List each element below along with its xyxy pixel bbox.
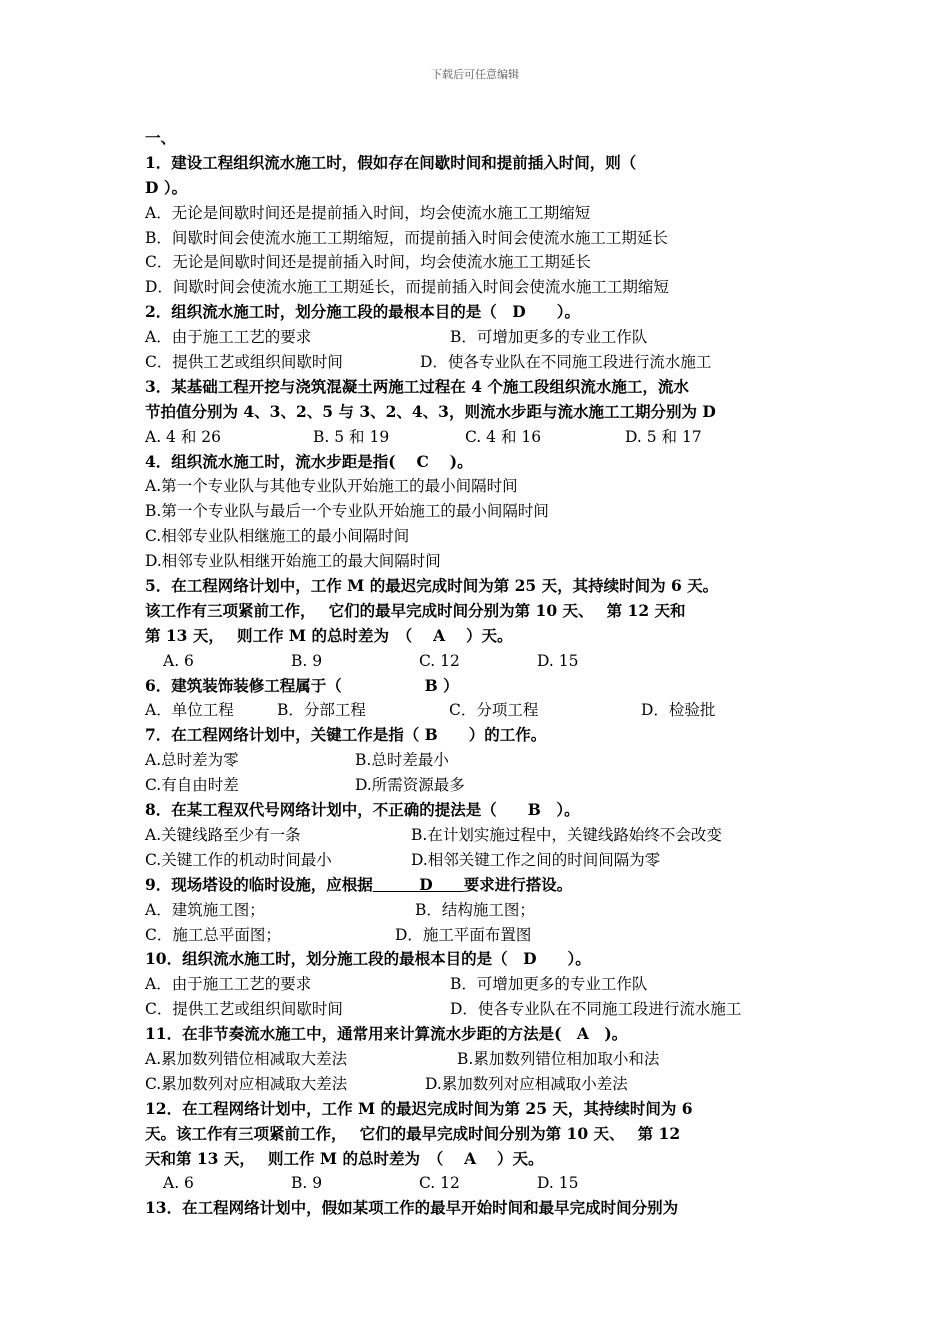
option: A.累加数列错位相减取大差法 xyxy=(145,1049,348,1068)
option: D.累加数列对应相减取小差法 xyxy=(425,1074,628,1093)
option: A.关键线路至少有一条 xyxy=(145,825,301,844)
page-header: 下载后可任意编辑 xyxy=(431,68,519,81)
answer-blank: D xyxy=(372,874,464,894)
option: B．结构施工图； xyxy=(415,900,535,919)
option: A．建筑施工图； xyxy=(145,900,265,919)
option: C．提供工艺或组织间歇时间 xyxy=(145,353,343,372)
option: D.相邻关键工作之间的时间间隔为零 xyxy=(411,850,661,869)
option: A．由于施工工艺的要求 xyxy=(145,328,312,347)
option: C.相邻专业队相继施工的最小间隔时间 xyxy=(145,527,410,546)
question-stem: 7．在工程网络计划中，关键工作是指（ B ）的工作。 xyxy=(145,725,547,745)
option: D．施工平面布置图 xyxy=(395,925,532,944)
question-stem-part: 要求进行搭设。 xyxy=(463,874,573,894)
option: B. 9 xyxy=(291,1174,323,1193)
document-body xyxy=(145,126,825,1221)
option: C. 4 和 16 xyxy=(465,427,542,446)
option: D. 15 xyxy=(537,1174,579,1193)
option-row xyxy=(145,997,825,1022)
section-title: 一、 xyxy=(145,128,177,147)
option-row xyxy=(145,823,825,848)
option: B. 9 xyxy=(291,651,323,670)
option: D.所需资源最多 xyxy=(355,776,465,795)
option-row xyxy=(145,848,825,873)
option: D．检验批 xyxy=(641,701,716,720)
question-stem: 天和第 13 天， 则工作 M 的总时差为 （ A ）天。 xyxy=(145,1148,544,1168)
option: D．使各专业队在不同施工段进行流水施工 xyxy=(420,353,712,372)
question-stem: 10．组织流水施工时，划分施工段的最根本目的是（ D ）。 xyxy=(145,949,591,969)
question-stem: 5．在工程网络计划中，工作 M 的最迟完成时间为第 25 天，其持续时间为 6 天。 xyxy=(145,576,719,596)
question-stem: 13．在工程网络计划中，假如某项工作的最早开始时间和最早完成时间分别为 xyxy=(145,1198,679,1218)
option: B．间歇时间会使流水施工工期缩短，而提前插入时间会使流水施工工期延长 xyxy=(145,228,668,247)
option: B.累加数列错位相加取小和法 xyxy=(457,1049,660,1068)
option: C．提供工艺或组织间歇时间 xyxy=(145,1000,343,1019)
question-stem: 11．在非节奏流水施工中，通常用来计算流水步距的方法是( A )。 xyxy=(145,1024,628,1044)
question-stem: 该工作有三项紧前工作， 它们的最早完成时间分别为第 10 天、 第 12 天和 xyxy=(145,600,686,620)
option-row xyxy=(145,425,825,450)
option: B.在计划实施过程中，关键线路始终不会改变 xyxy=(411,825,722,844)
option-row xyxy=(145,325,825,350)
option-row xyxy=(145,773,825,798)
question-stem xyxy=(145,873,825,898)
option-row xyxy=(145,923,825,948)
option: B. 5 和 19 xyxy=(313,427,390,446)
option: A. 6 xyxy=(163,1174,194,1193)
option: A.第一个专业队与其他专业队开始施工的最小间隔时间 xyxy=(145,477,518,496)
option: A．单位工程 xyxy=(145,701,234,720)
option: D.相邻专业队相继开始施工的最大间隔时间 xyxy=(145,552,441,571)
option: D. 5 和 17 xyxy=(625,427,702,446)
question-stem: D ）。 xyxy=(145,177,188,197)
question-stem: 2．组织流水施工时，划分施工段的最根本目的是（ D ）。 xyxy=(145,302,580,322)
option: B．可增加更多的专业工作队 xyxy=(450,328,648,347)
option-row xyxy=(145,898,825,923)
option: C.累加数列对应相减取大差法 xyxy=(145,1074,348,1093)
option-row xyxy=(145,350,825,375)
question-stem: 3．某基础工程开挖与浇筑混凝土两施工过程在 4 个施工段组织流水施工，流水 xyxy=(145,376,689,396)
option: C．分项工程 xyxy=(449,701,539,720)
option: C.有自由时差 xyxy=(145,776,239,795)
question-stem: 6．建筑装饰装修工程属于（ B ） xyxy=(145,675,459,695)
option: B.总时差最小 xyxy=(355,751,449,770)
question-stem: 4．组织流水施工时，流水步距是指( C )。 xyxy=(145,451,473,471)
option: B.第一个专业队与最后一个专业队开始施工的最小间隔时间 xyxy=(145,502,549,521)
option: B．可增加更多的专业工作队 xyxy=(450,975,648,994)
question-stem: 节拍值分别为 4、3、2、5 与 3、2、4、3，则流水步距与流水施工工期分别为 D xyxy=(145,401,716,421)
question-stem-part: 9．现场塔设的临时设施，应根据 xyxy=(145,874,373,894)
option: C．无论是间歇时间还是提前插入时间，均会使流水施工工期延长 xyxy=(145,253,591,272)
option-row xyxy=(145,649,825,674)
question-stem: 8．在某工程双代号网络计划中，不正确的提法是（ B ）。 xyxy=(145,800,580,820)
question-stem: 1．建设工程组织流水施工时，假如存在间歇时间和提前插入时间，则（ xyxy=(145,152,637,172)
option: D．间歇时间会使流水施工工期延长，而提前插入时间会使流水施工工期缩短 xyxy=(145,278,669,297)
option: A．由于施工工艺的要求 xyxy=(145,975,312,994)
option-row xyxy=(145,748,825,773)
option-row xyxy=(145,1171,825,1196)
option-row xyxy=(145,972,825,997)
option: A．无论是间歇时间还是提前插入时间，均会使流水施工工期缩短 xyxy=(145,203,591,222)
option: C．施工总平面图； xyxy=(145,925,281,944)
option: C. 12 xyxy=(419,651,460,670)
option: B．分部工程 xyxy=(277,701,366,720)
option: D. 15 xyxy=(537,651,579,670)
option: A. 4 和 26 xyxy=(145,427,221,446)
question-stem: 天。该工作有三项紧前工作， 它们的最早完成时间分别为第 10 天、 第 12 xyxy=(145,1123,681,1143)
option: C.关键工作的机动时间最小 xyxy=(145,850,332,869)
question-stem: 第 13 天， 则工作 M 的总时差为 （ A ）天。 xyxy=(145,625,513,645)
option-row xyxy=(145,698,825,723)
option-row xyxy=(145,1047,825,1072)
option: C. 12 xyxy=(419,1174,460,1193)
option: A. 6 xyxy=(163,651,194,670)
option: D．使各专业队在不同施工段进行流水施工 xyxy=(450,1000,742,1019)
question-stem: 12．在工程网络计划中，工作 M 的最迟完成时间为第 25 天，其持续时间为 6 xyxy=(145,1098,693,1118)
option-row xyxy=(145,1072,825,1097)
option: A.总时差为零 xyxy=(145,751,239,770)
